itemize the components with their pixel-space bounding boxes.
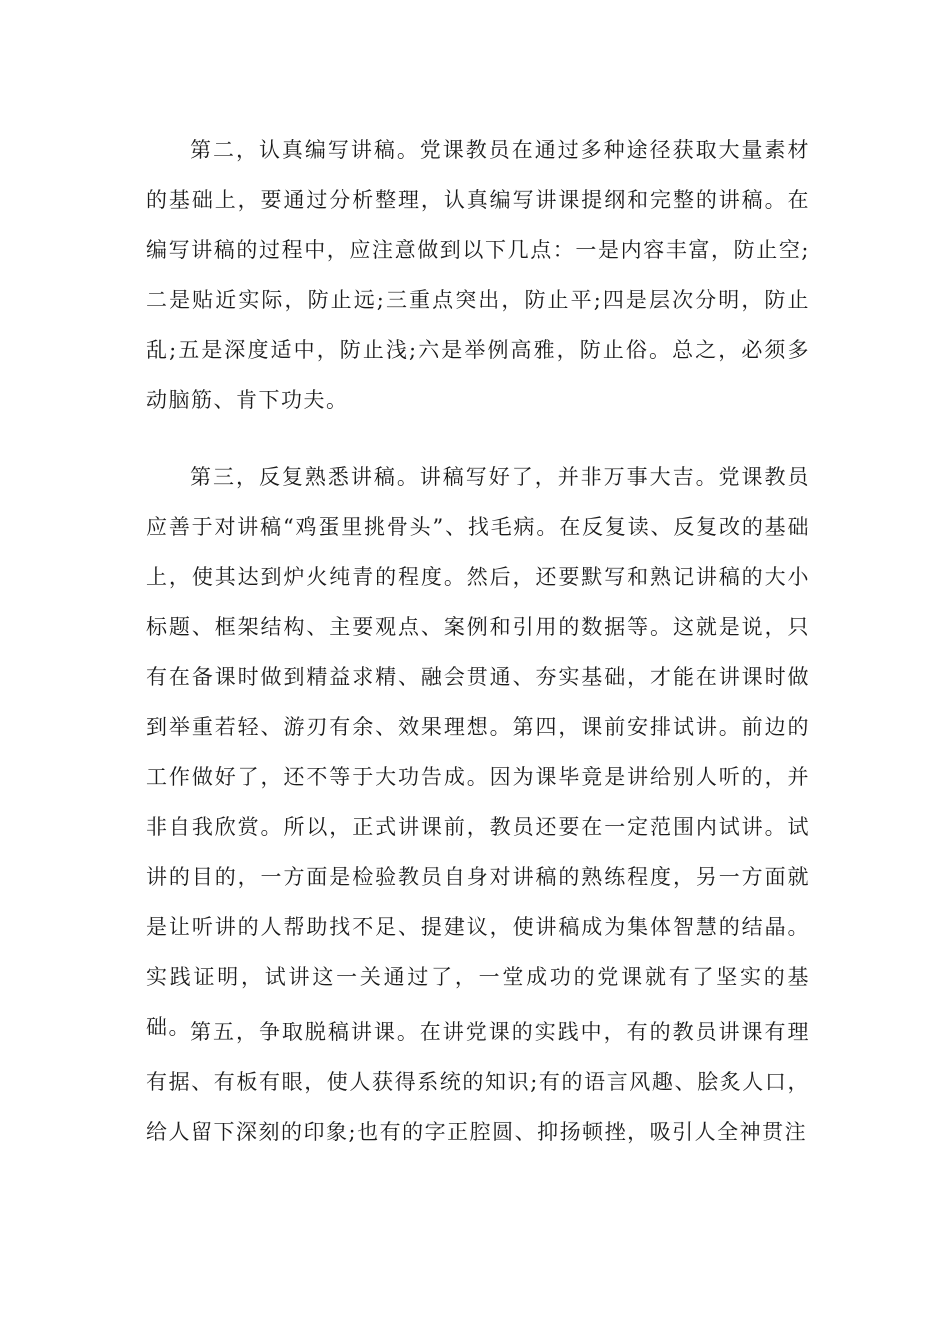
paragraph-speak-without-notes: 第五，争取脱稿讲课。在讲党课的实践中，有的教员讲课有理有据、有板有眼，使人获得系统的知识;有的语言风趣、脍炙人口，给人留下深刻的印象;也有的字正腔圆、抑扬顿挫，吸引人全神贯注	[146, 1020, 810, 1144]
paragraph-drafting-lecture: 第二，认真编写讲稿。党课教员在通过多种途径获取大量素材的基础上，要通过分析整理，认真编写讲课提纲和完整的讲稿。在编写讲稿的过程中，应注意做到以下几点：一是内容丰富，防止空;二是贴近实际，防止远;三重点突出，防止平;四是层次分明，防止乱;五是深度适中，防止浅;六是举例高雅，防止俗。总之，必须多动脑筋、肯下功夫。	[146, 138, 810, 412]
paragraph-familiarize-lecture: 第三，反复熟悉讲稿。讲稿写好了，并非万事大吉。党课教员应善于对讲稿“鸡蛋里挑骨头”、找毛病。在反复读、反复改的基础上，使其达到炉火纯青的程度。然后，还要默写和熟记讲稿的大小标题、框架结构、主要观点、案例和引用的数据等。这就是说，只有在备课时做到精益求精、融会贯通、夯实基础，才能在讲课时做到举重若轻、游刃有余、效果理想。第四，课前安排试讲。前边的工作做好了，还不等于大功告成。因为课毕竟是讲给别人听的，并非自我欣赏。所以，正式讲课前，教员还要在一定范围内试讲。试讲的目的，一方面是检验教员自身对讲稿的熟练程度，另一方面就是让听讲的人帮助找不足、提建议，使讲稿成为集体智慧的结晶。实践证明，试讲这一关通过了，一堂成功的党课就有了坚实的基础。	[146, 465, 810, 1039]
